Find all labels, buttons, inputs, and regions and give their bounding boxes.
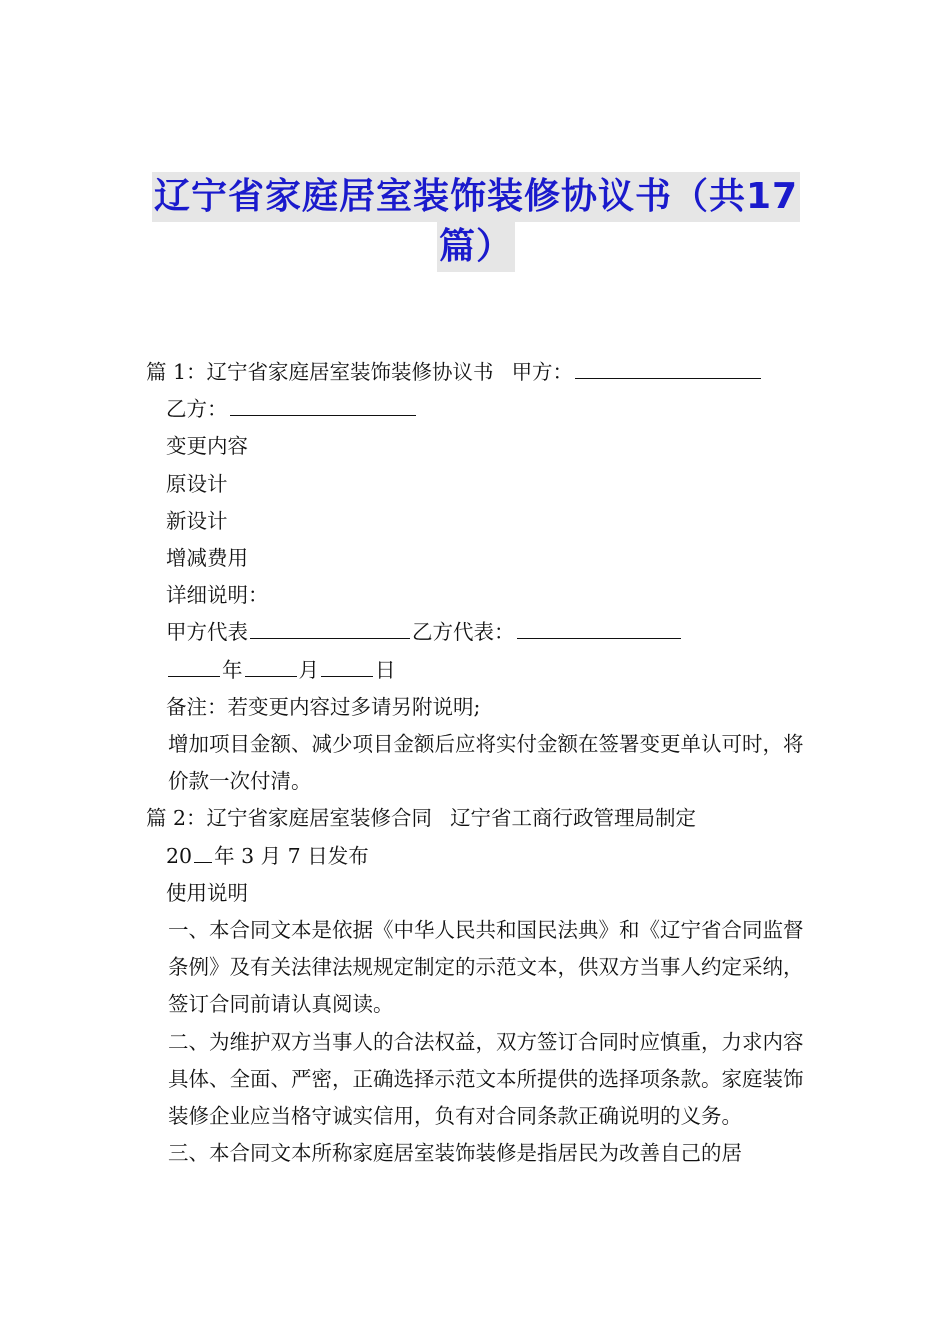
document-body bbox=[146, 354, 810, 1172]
new-design-label: 新设计 bbox=[166, 508, 228, 533]
year-blank bbox=[168, 656, 220, 677]
year-label: 年 bbox=[222, 657, 243, 682]
change-content-label: 变更内容 bbox=[166, 434, 248, 459]
representatives-line bbox=[146, 614, 810, 651]
publish-date-rest: 年 3 月 7 日发布 bbox=[214, 843, 369, 868]
day-label: 日 bbox=[375, 657, 396, 682]
section-1-heading bbox=[146, 354, 810, 391]
publish-year-prefix: 20 bbox=[166, 843, 193, 868]
section-2-heading bbox=[146, 800, 810, 837]
remark-paragraph: 备注：若变更内容过多请另附说明; bbox=[166, 694, 481, 719]
month-blank bbox=[245, 656, 297, 677]
party-a-rep-blank bbox=[250, 618, 410, 639]
day-blank bbox=[321, 656, 373, 677]
section-2-label: 篇 2：辽宁省家庭居室装修合同 bbox=[146, 806, 433, 831]
original-design-label: 原设计 bbox=[166, 471, 228, 496]
details-label: 详细说明： bbox=[166, 583, 269, 608]
publish-year-blank bbox=[194, 842, 212, 863]
title-line-2: 篇） bbox=[437, 222, 515, 272]
usage-note-3: 三、本合同文本所称家庭居室装饰装修是指居民为改善自己的居 bbox=[168, 1141, 742, 1166]
party-a-rep-label: 甲方代表 bbox=[166, 620, 248, 645]
payment-paragraph: 增加项目金额、减少项目金额后应将实付金额在签署变更单认可时，将价款一次付清。 bbox=[168, 732, 804, 794]
party-b-rep-label: 乙方代表： bbox=[412, 620, 515, 645]
publish-date-line bbox=[146, 838, 810, 875]
issuer-text: 辽宁省工商行政管理局制定 bbox=[450, 806, 697, 831]
month-label: 月 bbox=[298, 657, 319, 682]
usage-notes-heading: 使用说明 bbox=[166, 880, 248, 905]
usage-note-1: 一、本合同文本是依据《中华人民共和国民法典》和《辽宁省合同监督条例》及有关法律法规规定制定的示范文本，供双方当事人约定采纳，签订合同前请认真阅读。 bbox=[168, 918, 804, 1017]
party-a-label: 甲方： bbox=[511, 360, 574, 384]
party-b-blank bbox=[230, 395, 416, 416]
title-line-1: 辽宁省家庭居室装饰装修协议书（共17 bbox=[152, 172, 800, 222]
cost-change-label: 增减费用 bbox=[166, 546, 248, 571]
party-b-line bbox=[146, 391, 810, 428]
date-line bbox=[146, 652, 810, 689]
party-a-blank bbox=[575, 358, 761, 379]
section-1-label: 篇 1：辽宁省家庭居室装饰装修协议书 bbox=[146, 360, 494, 384]
document-title bbox=[140, 172, 812, 272]
party-b-rep-blank bbox=[517, 618, 681, 639]
usage-note-2: 二、为维护双方当事人的合法权益，双方签订合同时应慎重，力求内容具体、全面、严密，正确选择示范文本所提供的选择项条款。家庭装饰装修企业应当格守诚实信用，负有对合同条款正确说明的义务。 bbox=[168, 1029, 804, 1129]
party-b-label: 乙方： bbox=[166, 397, 228, 422]
